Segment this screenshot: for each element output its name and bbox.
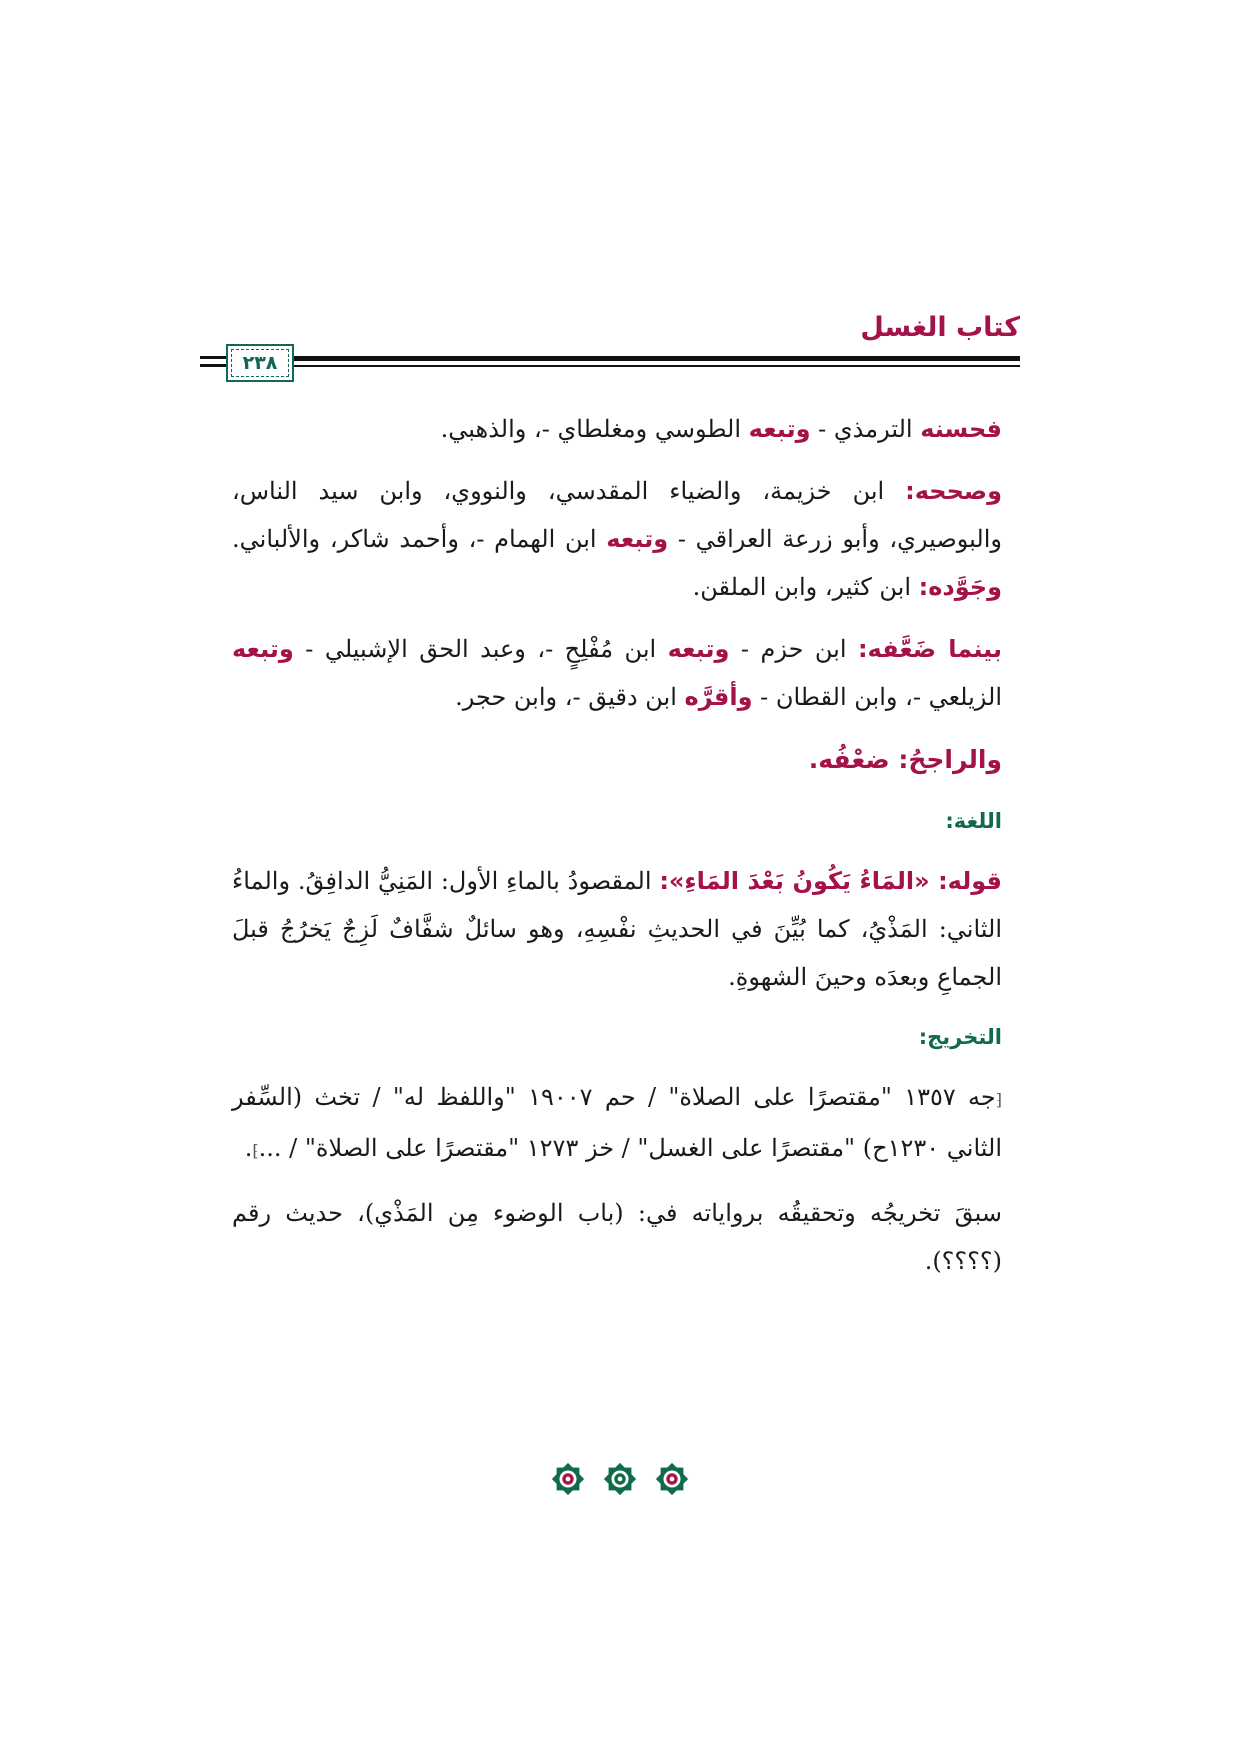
paragraph-sahih: [232, 467, 1002, 611]
paragraph-text: الطوسي ومغلطاي -، والذهبي.: [440, 415, 749, 443]
header-rule-thick: [258, 356, 1020, 361]
paragraph-text: .: [244, 1134, 253, 1162]
highlight-term: وجَوَّده:: [918, 573, 1002, 601]
page-number: ٢٣٨: [242, 352, 278, 374]
header-rule-left-bottom: [200, 364, 226, 367]
verdict-line: [232, 735, 1002, 785]
highlight-term: وتبعه: [748, 415, 811, 443]
highlight-term: وأقرَّه: [684, 683, 753, 711]
highlight-term: وتبعه: [232, 635, 294, 663]
verdict-text: والراجحُ: ضعْفُه.: [808, 745, 1002, 774]
paragraph-text: ابن مُفْلِحٍ -، وعبد الحق الإشبيلي -: [293, 635, 668, 663]
paragraph-daif: [232, 625, 1002, 721]
paragraph-takhrij-note: [232, 1189, 1002, 1285]
eight-point-star-icon: [549, 1460, 587, 1498]
highlight-term: وصححه:: [905, 477, 1002, 505]
language-heading: اللغة:: [945, 809, 1002, 833]
takhrij-heading: التخريج:: [918, 1025, 1002, 1049]
page-body: [232, 405, 1002, 1299]
paragraph-text: ابن دقيق -، وابن حجر.: [455, 683, 685, 711]
highlight-term: وتبعه: [667, 635, 730, 663]
paragraph-text: ابن حزم -: [729, 635, 858, 663]
paragraph-text: الزيلعي -، وابن القطان -: [752, 683, 1002, 711]
paragraph-language: [232, 857, 1002, 1001]
paragraph-text: الترمذي -: [810, 415, 921, 443]
paragraph-hasan: [232, 405, 1002, 453]
highlight-term: قوله: «المَاءُ يَكُونُ بَعْدَ المَاءِ»:: [659, 867, 1002, 895]
close-bracket-icon: ⁆: [252, 1141, 259, 1160]
eight-point-star-icon: [601, 1460, 639, 1498]
eight-point-star-icon: [653, 1460, 691, 1498]
page-number-frame: [226, 344, 294, 382]
paragraph-text: ابن الهمام -، وأحمد شاكر، والألباني.: [232, 525, 607, 553]
paragraph-text: ابن كثير، وابن الملقن.: [692, 573, 919, 601]
section-end-ornament: [0, 1460, 1240, 1500]
open-bracket-icon: ⁅: [995, 1090, 1002, 1109]
paragraph-text: جه ١٣٥٧ "مقتصرًا على الصلاة" / حم ١٩٠٠٧ "واللفظ له" / تخث (السِّفر الثاني ١٢٣٠ح) "مقتصرًا على الغسل" / خز ١٢٧٣ "مقتصرًا على الصلاة" / ...: [232, 1083, 1002, 1162]
paragraph-text: ابن خزيمة، والضياء المقدسي، والنووي، وابن سيد الناس، والبوصيري، وأبو زرعة العراقي -: [232, 477, 1002, 553]
paragraph-text: سبقَ تخريجُه وتحقيقُه برواياته في: (باب الوضوء مِن المَذْي)، حديث رقم (؟؟؟؟).: [232, 1199, 1002, 1275]
page-header: [200, 312, 1020, 388]
paragraph-takhrij-refs: [232, 1073, 1002, 1175]
highlight-term: فحسنه: [920, 415, 1002, 443]
highlight-term: وتبعه: [606, 525, 669, 553]
highlight-term: بينما ضَعَّفه:: [857, 635, 1002, 663]
header-rule-left-top: [200, 356, 226, 359]
paragraph-text: المقصودُ بالماءِ الأول: المَنِيُّ الدافِقُ. والماءُ الثاني: المَذْيُ، كما بُيِّنَ في الحديثِ نفْسِهِ، وهو سائلٌ شفَّافٌ لَزِجٌ يَخرُجُ قبلَ الجماعِ وبعدَه وحينَ الشهوةِ.: [232, 867, 1002, 991]
header-rule-thin: [258, 365, 1020, 367]
chapter-title: كتاب الغسل: [860, 312, 1020, 343]
